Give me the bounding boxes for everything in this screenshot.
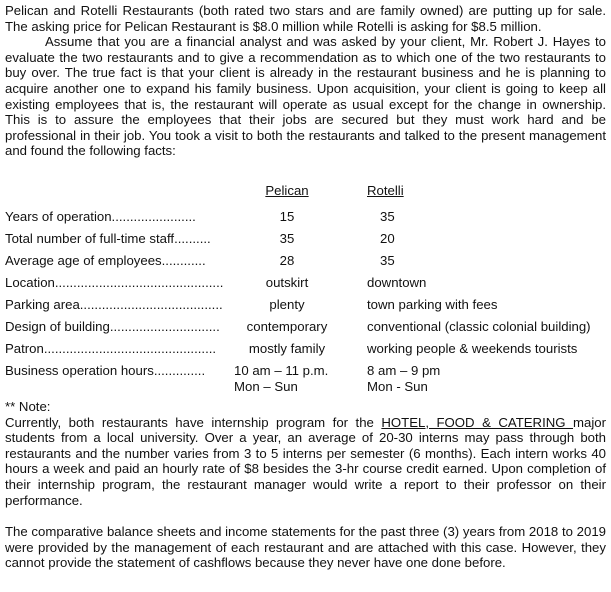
table-row xyxy=(5,253,606,271)
row-label: Parking area....................................... xyxy=(5,296,223,312)
table-row xyxy=(5,363,606,397)
pelican-value: outskirt xyxy=(265,274,309,290)
header-pelican: Pelican xyxy=(265,182,309,198)
rotelli-value: 35 xyxy=(380,208,395,224)
pelican-value: contemporary xyxy=(246,318,328,334)
pelican-value: 28 xyxy=(279,252,295,268)
rotelli-value: town parking with fees xyxy=(367,296,498,312)
note-text-start: Currently, both restaurants have internship program for the xyxy=(5,414,382,430)
row-label: Total number of full-time staff.......... xyxy=(5,230,211,246)
program-name: HOTEL, FOOD & CATERING xyxy=(381,414,574,430)
header-rotelli: Rotelli xyxy=(367,182,404,198)
note-heading: ** Note: xyxy=(5,398,51,414)
table-row xyxy=(5,209,606,227)
rotelli-value: 20 xyxy=(380,230,395,246)
row-label: Business operation hours.............. xyxy=(5,362,206,378)
pelican-value: plenty xyxy=(269,296,305,312)
rotelli-value: 35 xyxy=(380,252,395,268)
row-label: Design of building.............................. xyxy=(5,318,220,334)
closing-paragraph: The comparative balance sheets and income statements for the past three (3) years from 2018 to 2019 were provided by the management of each restaurant and are attached with this case. However, they cannot provide the statement of cashflows because they never have one done before. xyxy=(5,524,606,571)
note-paragraph xyxy=(5,415,606,509)
table-row xyxy=(5,275,606,293)
rotelli-value: 8 am – 9 pm xyxy=(367,362,441,378)
intro-paragraph-2: Assume that you are a financial analyst and was asked by your client, Mr. Robert J. Hayes to evaluate the two restaurants and to give a recommendation as to which one of the two restaurants to buy over. The true fact is that your client is already in the restaurant business and he is planning to acquire another one to expand his family business. Upon acquisition, your client is going to keep all existing employees that is, the restaurant will operate as usual except for the change in ownership. This is to assure the employees that their jobs are secured but they must work hard and be professional in their job. You took a visit to both the restaurants and talked to the present management and found the following facts: xyxy=(5,34,606,159)
intro-paragraph-1: Pelican and Rotelli Restaurants (both rated two stars and are family owned) are putting up for sale. The asking price for Pelican Restaurant is $8.0 million while Rotelli is asking for $8.5 million. xyxy=(5,3,606,34)
row-label: Location.............................................. xyxy=(5,274,223,290)
rotelli-days: Mon - Sun xyxy=(367,378,428,394)
pelican-value: mostly family xyxy=(248,340,326,356)
note-text-end: major students from a local university. Over a year, an average of 20-30 interns may pass through both restaurants and the number varies from 3 to 5 interns per semester (6 months). Each intern works 40 hours a week and paid an hourly rate of $8 besides the 3-hr course credit earned. Upon completion of their internship program, the restaurant manager would write a report to their professor on their performance. xyxy=(5,414,606,508)
pelican-value: 15 xyxy=(279,208,295,224)
pelican-value: 10 am – 11 p.m. xyxy=(234,362,329,378)
table-row xyxy=(5,231,606,249)
note-section xyxy=(5,399,606,571)
rotelli-value: working people & weekends tourists xyxy=(367,340,578,356)
table-row xyxy=(5,341,606,359)
row-label: Years of operation....................... xyxy=(5,208,196,224)
row-label: Average age of employees............ xyxy=(5,252,206,268)
case-document xyxy=(5,3,606,571)
row-label: Patron............................................... xyxy=(5,340,217,356)
pelican-value: 35 xyxy=(279,230,295,246)
table-row xyxy=(5,319,606,337)
comparison-table xyxy=(5,183,606,395)
pelican-days: Mon – Sun xyxy=(234,378,298,394)
rotelli-value: conventional (classic colonial building) xyxy=(367,318,591,334)
table-row xyxy=(5,297,606,315)
rotelli-value: downtown xyxy=(367,274,427,290)
